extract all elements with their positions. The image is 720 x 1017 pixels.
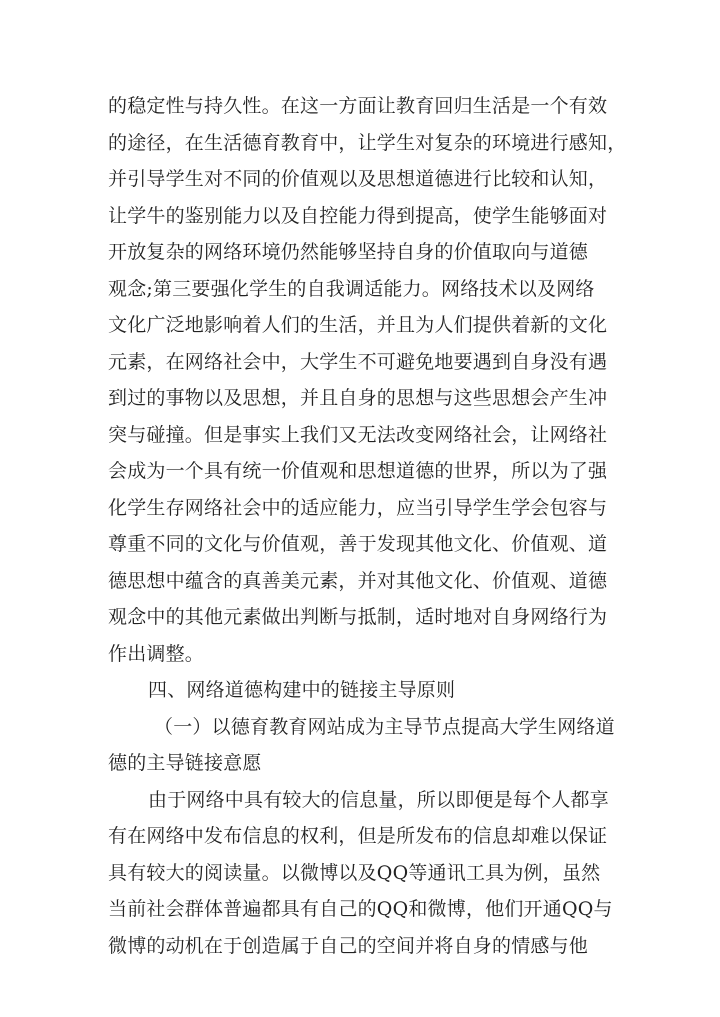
text-line: 文化广泛地影响着人们的生活，并且为人们提供着新的文化 [108,314,608,336]
text-line: 让学牛的鉴别能力以及自控能力得到提高，使学生能够面对 [108,204,608,227]
text-line: 由于网络中具有较大的信息量，所以即便是每个人都享 [148,788,609,811]
text-line: 有在网络中发布信息的权利，但是所发布的信息却难以保证 [108,825,608,847]
subsection-heading: （一）以德育教育网站成为主导节点提高大学生网络道 [154,715,615,738]
text-line: 突与碰撞。但是事实上我们又无法改变网络社会，让网络社 [108,423,608,446]
text-line: 尊重不同的文化与价值观，善于发现其他文化、价值观、道 [108,533,608,555]
text-line: 观念中的其他元素做出判断与抵制，适时地对自身网络行为 [108,606,608,628]
subsection-heading-continued: 德的主导链接意愿 [108,752,262,774]
text-line: 开放复杂的网络环境仍然能够坚持自身的价值取向与道德 [108,241,589,263]
text-line: 到过的事物以及思想，并且自身的思想与这些思想会产生冲 [108,387,608,409]
text-line: 并引导学生对不同的价值观以及思想道德进行比较和认知， [108,168,608,190]
text-line: 观念;第三要强化学生的自我调适能力。网络技术以及网络 [108,277,595,300]
text-line: 微博的动机在于创造属于自己的空间并将自身的情感与他 [108,934,589,957]
text-line: 当前社会群体普遍都具有自己的QQ和微博，他们开通QQ与 [108,898,613,920]
text-line: 的途径，在生活德育教育中，让学生对复杂的环境进行感知， [108,131,627,154]
text-line: 具有较大的阅读量。以微博以及QQ等通讯工具为例，虽然 [108,861,601,884]
text-line: 元素，在网络社会中，大学生不可避免地要遇到自身没有遇 [108,350,608,373]
document-body [108,88,627,964]
text-line: 会成为一个具有统一价值观和思想道德的世界，所以为了强 [108,460,608,482]
text-line: 化学生存网络社会中的适应能力，应当引导学生学会包容与 [108,496,608,519]
text-line: 作出调整。 [108,642,205,665]
text-line: 的稳定性与持久性。在这一方面让教育回归生活是一个有效 [108,95,608,117]
text-line: 德思想中蕴含的真善美元素，并对其他文化、价值观、道德 [108,569,608,592]
section-heading: 四、网络道德构建中的链接主导原则 [148,679,456,701]
